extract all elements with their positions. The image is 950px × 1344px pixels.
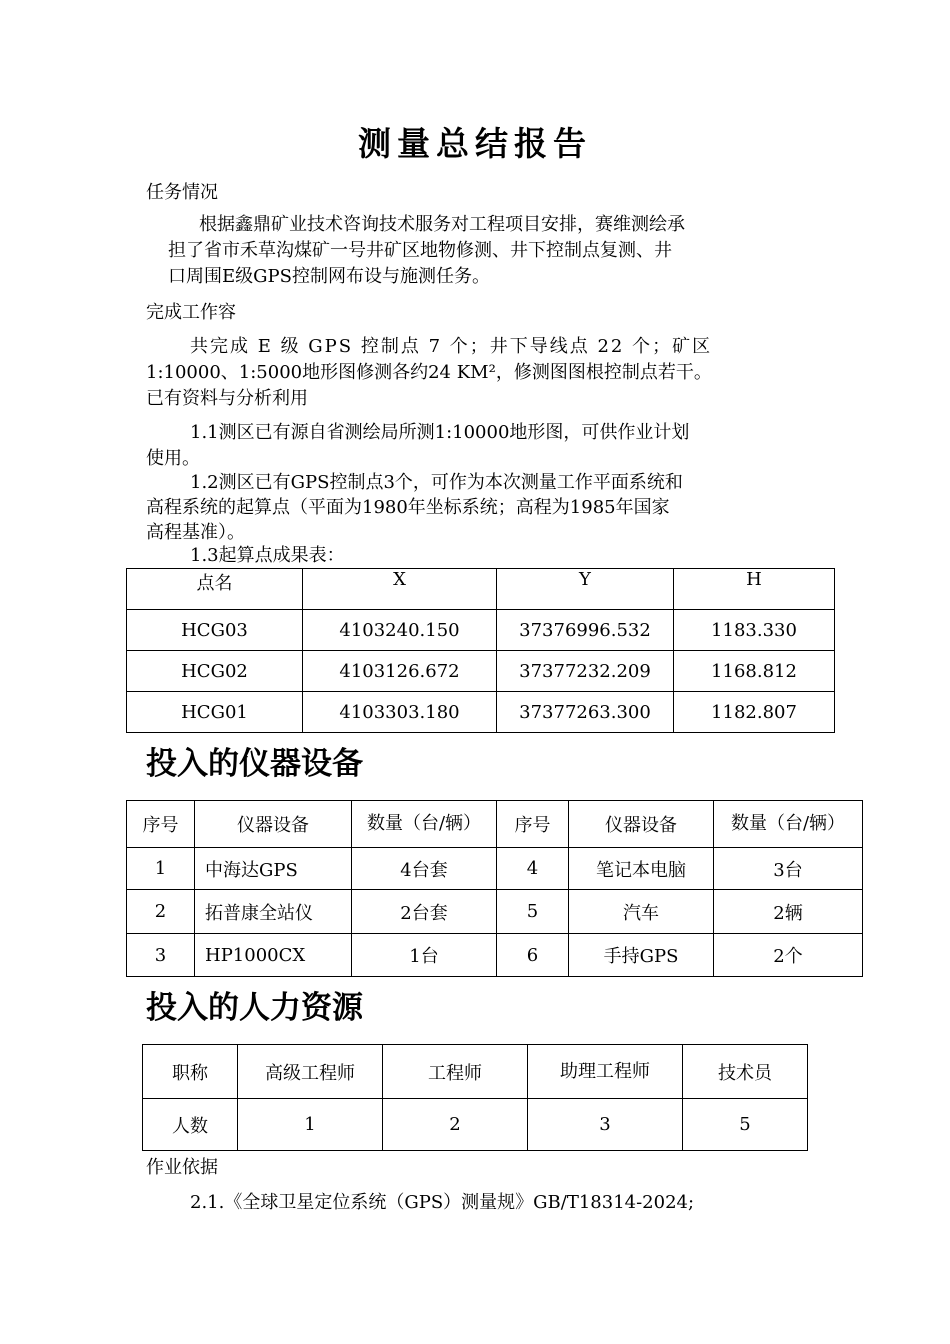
table-header-cell: 工程师 [383, 1045, 528, 1099]
task-text-line-2: 担了省市禾草沟煤矿一号井矿区地物修测、井下控制点复测、井 [168, 240, 672, 261]
table-row [127, 934, 863, 977]
table-header-cell: 数量（台/辆） [714, 801, 863, 848]
table-row [127, 610, 835, 651]
table-header-cell: 序号 [127, 801, 195, 848]
table-header-cell: 数量（台/辆） [352, 801, 497, 848]
table-cell: 37376996.532 [497, 610, 674, 651]
table-cell: HCG01 [127, 692, 303, 733]
table-cell: 5 [497, 890, 569, 934]
data-text-2-line-2: 高程系统的起算点（平面为1980年坐标系统；高程为1985年国家 [146, 497, 670, 518]
table-cell: 汽车 [569, 890, 714, 934]
table-cell: 1182.807 [674, 692, 835, 733]
table-cell: 2个 [714, 934, 863, 977]
table-cell: 人数 [143, 1099, 238, 1151]
page-title: 测量总结报告 [358, 124, 592, 163]
table-header-row [127, 569, 835, 610]
table-row [127, 651, 835, 692]
table-header-cell: 助理工程师 [528, 1045, 683, 1099]
table-cell: 4103303.180 [303, 692, 497, 733]
table-cell: 1 [238, 1099, 383, 1151]
table-cell: 手持GPS [569, 934, 714, 977]
table-cell: 2台套 [352, 890, 497, 934]
section-basis-heading: 作业依据 [146, 1157, 218, 1178]
basis-text-1: 2.1.《全球卫星定位系统（GPS）测量规》GB/T18314-2024; [190, 1192, 695, 1213]
table-cell: 37377263.300 [497, 692, 674, 733]
table-cell: 1 [127, 848, 195, 890]
table-cell: 5 [683, 1099, 808, 1151]
table-cell: 2辆 [714, 890, 863, 934]
section-equipment-heading: 投入的仪器设备 [146, 746, 363, 782]
hr-table [142, 1044, 808, 1151]
table-cell: 4台套 [352, 848, 497, 890]
table-cell: 4 [497, 848, 569, 890]
table-cell: 笔记本电脑 [569, 848, 714, 890]
table-cell: 6 [497, 934, 569, 977]
section-task-heading: 任务情况 [146, 182, 218, 203]
done-text-line-1: 共完成 E 级 GPS 控制点 7 个；井下导线点 22 个；矿区 [190, 336, 713, 357]
table-row [127, 848, 863, 890]
table-header-row [127, 801, 863, 848]
table-header-cell: 点名 [127, 569, 303, 610]
table-cell: 中海达GPS [195, 848, 352, 890]
section-data-heading: 已有资料与分析利用 [146, 388, 308, 409]
table-row [143, 1099, 808, 1151]
table-header-cell: 职称 [143, 1045, 238, 1099]
table-header-cell: H [674, 569, 835, 610]
table-cell: HCG03 [127, 610, 303, 651]
table-cell: HP1000CX [195, 934, 352, 977]
equipment-table [126, 800, 863, 977]
data-text-1-line-2: 使用。 [146, 448, 200, 469]
task-text-line-3: 口周围E级GPS控制网布设与施测任务。 [168, 266, 490, 287]
table-cell: 2 [383, 1099, 528, 1151]
points-table [126, 568, 835, 733]
done-text-line-2: 1:10000、1:5000地形图修测各约24 KM²，修测图图根控制点若干。 [146, 362, 712, 383]
table-cell: 2 [127, 890, 195, 934]
data-text-3: 1.3起算点成果表： [190, 545, 345, 566]
table-cell: 1183.330 [674, 610, 835, 651]
table-cell: 3 [127, 934, 195, 977]
data-text-2-line-1: 1.2测区已有GPS控制点3个，可作为本次测量工作平面系统和 [190, 472, 683, 493]
table-header-cell: Y [497, 569, 674, 610]
table-header-cell: 仪器设备 [569, 801, 714, 848]
table-header-cell: 序号 [497, 801, 569, 848]
table-cell: 拓普康全站仪 [195, 890, 352, 934]
table-header-cell: 高级工程师 [238, 1045, 383, 1099]
table-cell: 37377232.209 [497, 651, 674, 692]
table-cell: HCG02 [127, 651, 303, 692]
table-cell: 4103240.150 [303, 610, 497, 651]
table-cell: 4103126.672 [303, 651, 497, 692]
table-row [127, 692, 835, 733]
table-row [127, 890, 863, 934]
table-header-row [143, 1045, 808, 1099]
data-text-2-line-3: 高程基准）。 [146, 522, 245, 543]
task-text-line-1: 根据鑫鼎矿业技术咨询技术服务对工程项目安排，赛维测绘承 [199, 214, 685, 235]
table-header-cell: X [303, 569, 497, 610]
table-cell: 3 [528, 1099, 683, 1151]
table-cell: 1168.812 [674, 651, 835, 692]
section-hr-heading: 投入的人力资源 [146, 990, 363, 1026]
section-done-heading: 完成工作容 [146, 302, 236, 323]
table-header-cell: 仪器设备 [195, 801, 352, 848]
data-text-1-line-1: 1.1测区已有源自省测绘局所测1:10000地形图，可供作业计划 [190, 422, 690, 443]
table-header-cell: 技术员 [683, 1045, 808, 1099]
table-cell: 3台 [714, 848, 863, 890]
table-cell: 1台 [352, 934, 497, 977]
